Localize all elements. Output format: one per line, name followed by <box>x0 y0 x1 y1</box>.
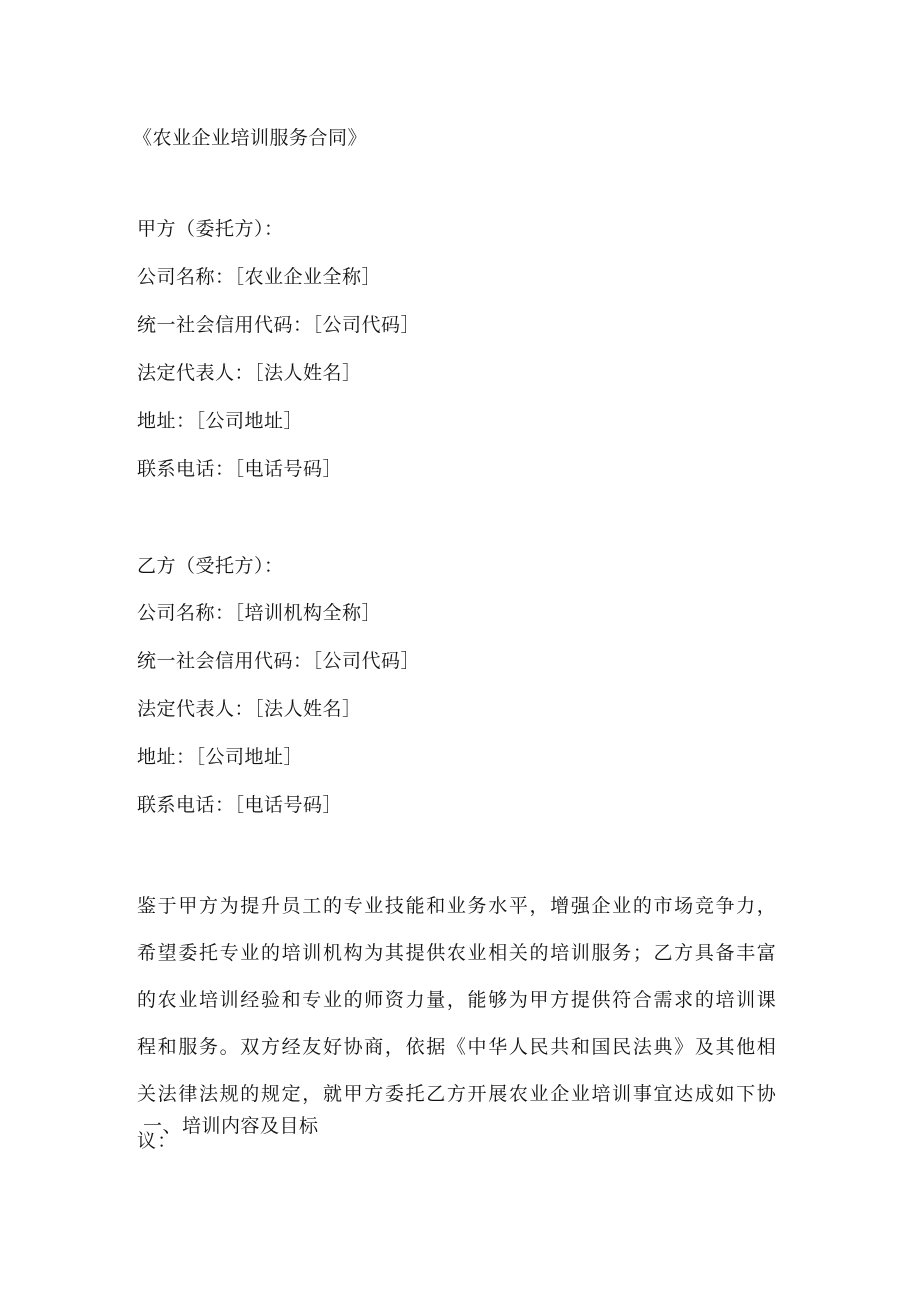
party-b-legal-rep: 法定代表人：［法人姓名］ <box>137 698 362 720</box>
party-b-heading: 乙方（受托方）： <box>137 555 284 577</box>
party-a-address: 地址：［公司地址］ <box>137 410 304 432</box>
contract-title: 《农业企业培训服务合同》 <box>133 127 368 149</box>
preamble-paragraph: 鉴于甲方为提升员工的专业技能和业务水平，增强企业的市场竞争力，希望委托专业的培训机构为其提供农业相关的培训服务；乙方具备丰富的农业培训经验和专业的师资力量，能够为甲方提供符合需求的培训课程和服务。双方经友好协商，依据《中华人民共和国民法典》及其他相关法律法规的规定，就甲方委托乙方开展农业企业培训事宜达成如下协议： <box>137 895 777 1152</box>
section-1-heading: 一、培训内容及目标 <box>143 1115 319 1137</box>
party-a-phone: 联系电话：［电话号码］ <box>137 458 343 480</box>
party-b-company-name: 公司名称：［培训机构全称］ <box>137 602 382 624</box>
party-a-legal-rep: 法定代表人：［法人姓名］ <box>137 362 362 384</box>
party-a-company-name: 公司名称：［农业企业全称］ <box>137 266 382 288</box>
party-b-phone: 联系电话：［电话号码］ <box>137 794 343 816</box>
party-a-heading: 甲方（委托方）： <box>137 218 284 240</box>
party-b-address: 地址：［公司地址］ <box>137 746 304 768</box>
party-b-credit-code: 统一社会信用代码：［公司代码］ <box>137 650 421 672</box>
party-a-credit-code: 统一社会信用代码：［公司代码］ <box>137 314 421 336</box>
